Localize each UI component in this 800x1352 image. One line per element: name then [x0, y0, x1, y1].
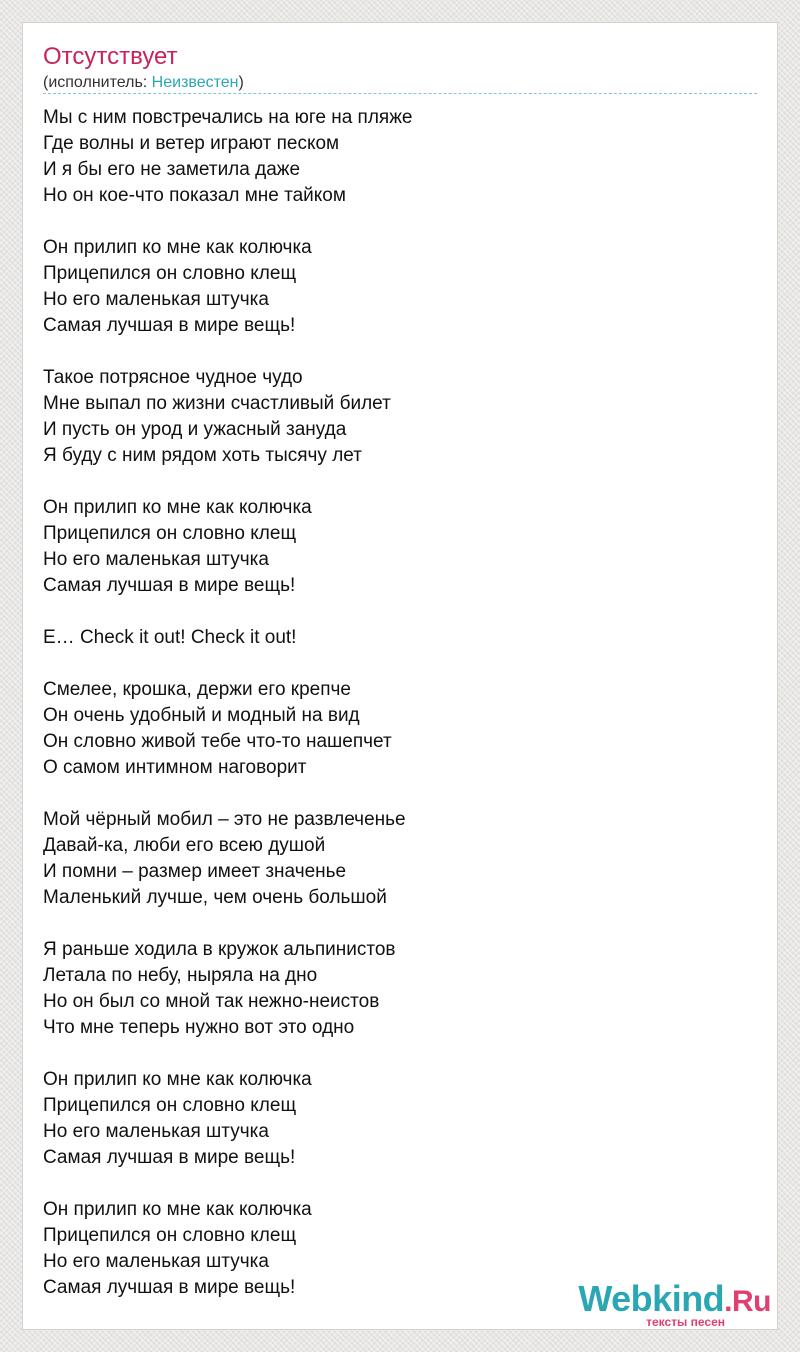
lyrics-stanza — [43, 235, 753, 339]
webkind-logo[interactable] — [571, 1279, 771, 1329]
lyrics-stanza — [43, 365, 753, 469]
lyrics-stanza — [43, 625, 753, 651]
lyric-line: О самом интимном наговорит — [43, 757, 307, 778]
lyrics-stanza — [43, 807, 753, 911]
lyric-line: Он словно живой тебе что-то нашепчет — [43, 731, 392, 752]
lyrics-stanza — [43, 1067, 753, 1171]
lyric-line: Прицепился он словно клещ — [43, 523, 297, 544]
logo-tagline: тексты песен — [646, 1315, 725, 1329]
lyric-line: Он очень удобный и модный на вид — [43, 705, 360, 726]
lyric-line: Самая лучшая в мире вещь! — [43, 315, 296, 336]
artist-line — [43, 73, 244, 93]
lyric-line: Самая лучшая в мире вещь! — [43, 575, 296, 596]
lyric-line: Е… Check it out! Check it out! — [43, 627, 297, 648]
lyric-line: Но его маленькая штучка — [43, 289, 269, 310]
lyric-line: Я буду с ним рядом хоть тысячу лет — [43, 445, 362, 466]
lyrics-stanza — [43, 105, 753, 209]
lyric-line: И пусть он урод и ужасный зануда — [43, 419, 347, 440]
title-divider — [43, 93, 757, 94]
lyric-line: Самая лучшая в мире вещь! — [43, 1277, 296, 1298]
lyric-line: Он прилип ко мне как колючка — [43, 237, 312, 258]
artist-prefix: (исполнитель: — [43, 74, 152, 91]
lyric-line: Что мне теперь нужно вот это одно — [43, 1017, 355, 1038]
lyric-line: Смелее, крошка, держи его крепче — [43, 679, 351, 700]
lyrics-stanza — [43, 937, 753, 1041]
lyric-line: Он прилип ко мне как колючка — [43, 1199, 312, 1220]
lyric-line: Мне выпал по жизни счастливый билет — [43, 393, 391, 414]
lyric-line: Маленький лучше, чем очень большой — [43, 887, 387, 908]
lyric-line: Но он кое-что показал мне тайком — [43, 185, 346, 206]
lyrics-stanza — [43, 677, 753, 781]
lyric-line: Прицепился он словно клещ — [43, 1095, 297, 1116]
lyric-line: И помни – размер имеет значенье — [43, 861, 347, 882]
lyric-line: Но его маленькая штучка — [43, 1121, 269, 1142]
lyric-line: Но он был со мной так нежно-неистов — [43, 991, 380, 1012]
song-title: Отсутствует — [43, 43, 178, 70]
lyrics-body — [43, 105, 753, 1327]
lyric-line: Самая лучшая в мире вещь! — [43, 1147, 296, 1168]
lyric-line: Такое потрясное чудное чудо — [43, 367, 303, 388]
lyric-line: Он прилип ко мне как колючка — [43, 497, 312, 518]
logo-tld: .Ru — [724, 1285, 771, 1318]
lyrics-stanza — [43, 495, 753, 599]
lyric-line: Мы с ним повстречались на юге на пляже — [43, 107, 413, 128]
lyric-line: Давай-ка, люби его всею душой — [43, 835, 326, 856]
lyric-line: И я бы его не заметила даже — [43, 159, 301, 180]
lyric-line: Летала по небу, ныряла на дно — [43, 965, 318, 986]
lyrics-card — [22, 22, 778, 1330]
lyric-line: Прицепился он словно клещ — [43, 1225, 297, 1246]
logo-word: Webkind — [578, 1278, 725, 1319]
lyric-line: Прицепился он словно клещ — [43, 263, 297, 284]
lyric-line: Я раньше ходила в кружок альпинистов — [43, 939, 396, 960]
lyric-line: Где волны и ветер играют песком — [43, 133, 340, 154]
lyric-line: Но его маленькая штучка — [43, 1251, 269, 1272]
artist-suffix: ) — [238, 74, 244, 91]
lyric-line: Но его маленькая штучка — [43, 549, 269, 570]
lyric-line: Мой чёрный мобил – это не развлеченье — [43, 809, 406, 830]
artist-link[interactable]: Неизвестен — [151, 74, 239, 91]
lyric-line: Он прилип ко мне как колючка — [43, 1069, 312, 1090]
